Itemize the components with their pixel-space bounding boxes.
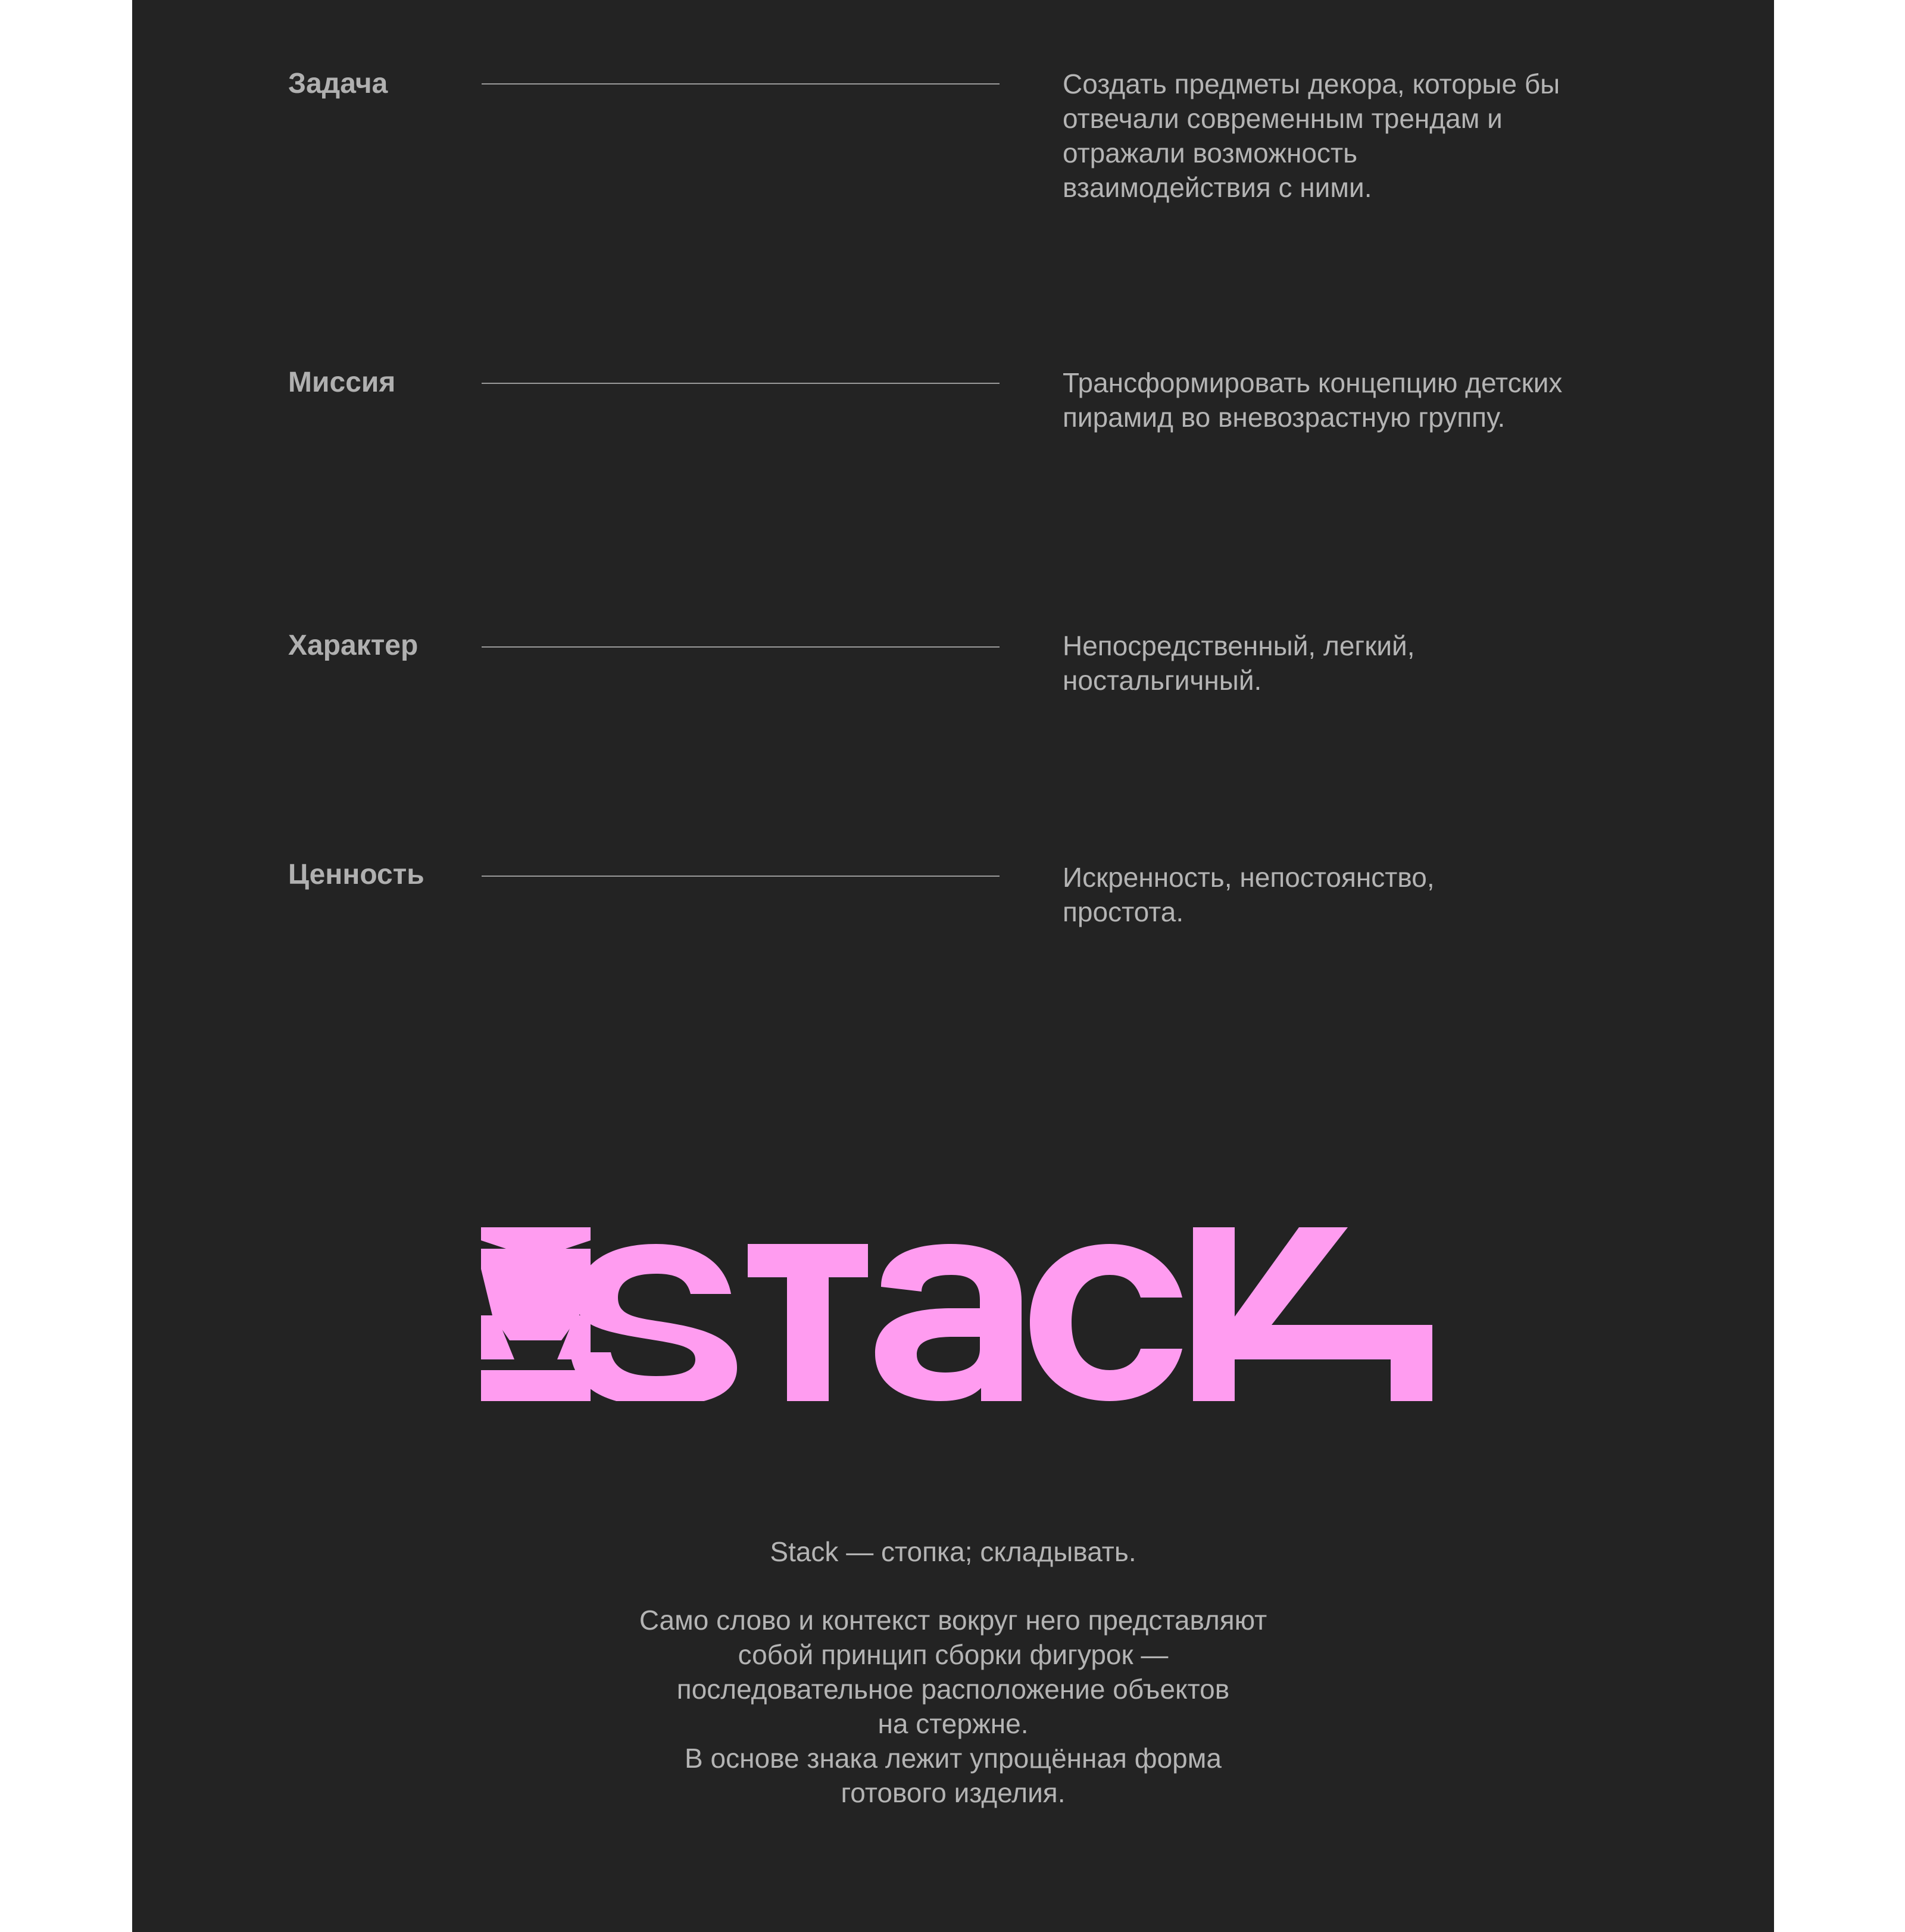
row-label: Задача [288,68,388,99]
tagline: Stack — стопка; складывать. [770,1536,1136,1567]
letter-t-icon [748,1244,868,1401]
row-label: Миссия [288,367,396,398]
row-text: Искренность, непостоянство, простота. [1063,862,1435,927]
logo-mark [481,1227,1432,1401]
row-text: Создать предметы декора, которые бы отвечали современным трендам и отражали возможность взаимодействия с ними. [1063,68,1560,203]
content-panel [132,0,1774,1932]
row-text: Трансформировать концепцию детских пирамид во вневозрастную группу. [1063,367,1563,433]
row-divider [482,646,1000,648]
logo-description: Само слово и контекст вокруг него представляют собой принцип сборки фигурок — последовательное расположение объектов на стержне. В основе знака лежит упрощённая форма готового изделия. [639,1605,1267,1808]
stack-logo [481,1227,1434,1401]
pyramid-base-icon [481,1370,591,1401]
letter-c-icon [1030,1244,1182,1401]
letter-s-icon [570,1244,737,1401]
letter-a-icon [875,1244,1022,1401]
row-divider [482,383,1000,384]
row-divider [482,83,1000,85]
row-text: Непосредственный, легкий, ностальгичный. [1063,630,1415,696]
letter-k-icon [1193,1227,1432,1401]
row-divider [482,876,1000,877]
row-label: Характер [288,630,419,661]
row-label: Ценность [288,859,424,890]
